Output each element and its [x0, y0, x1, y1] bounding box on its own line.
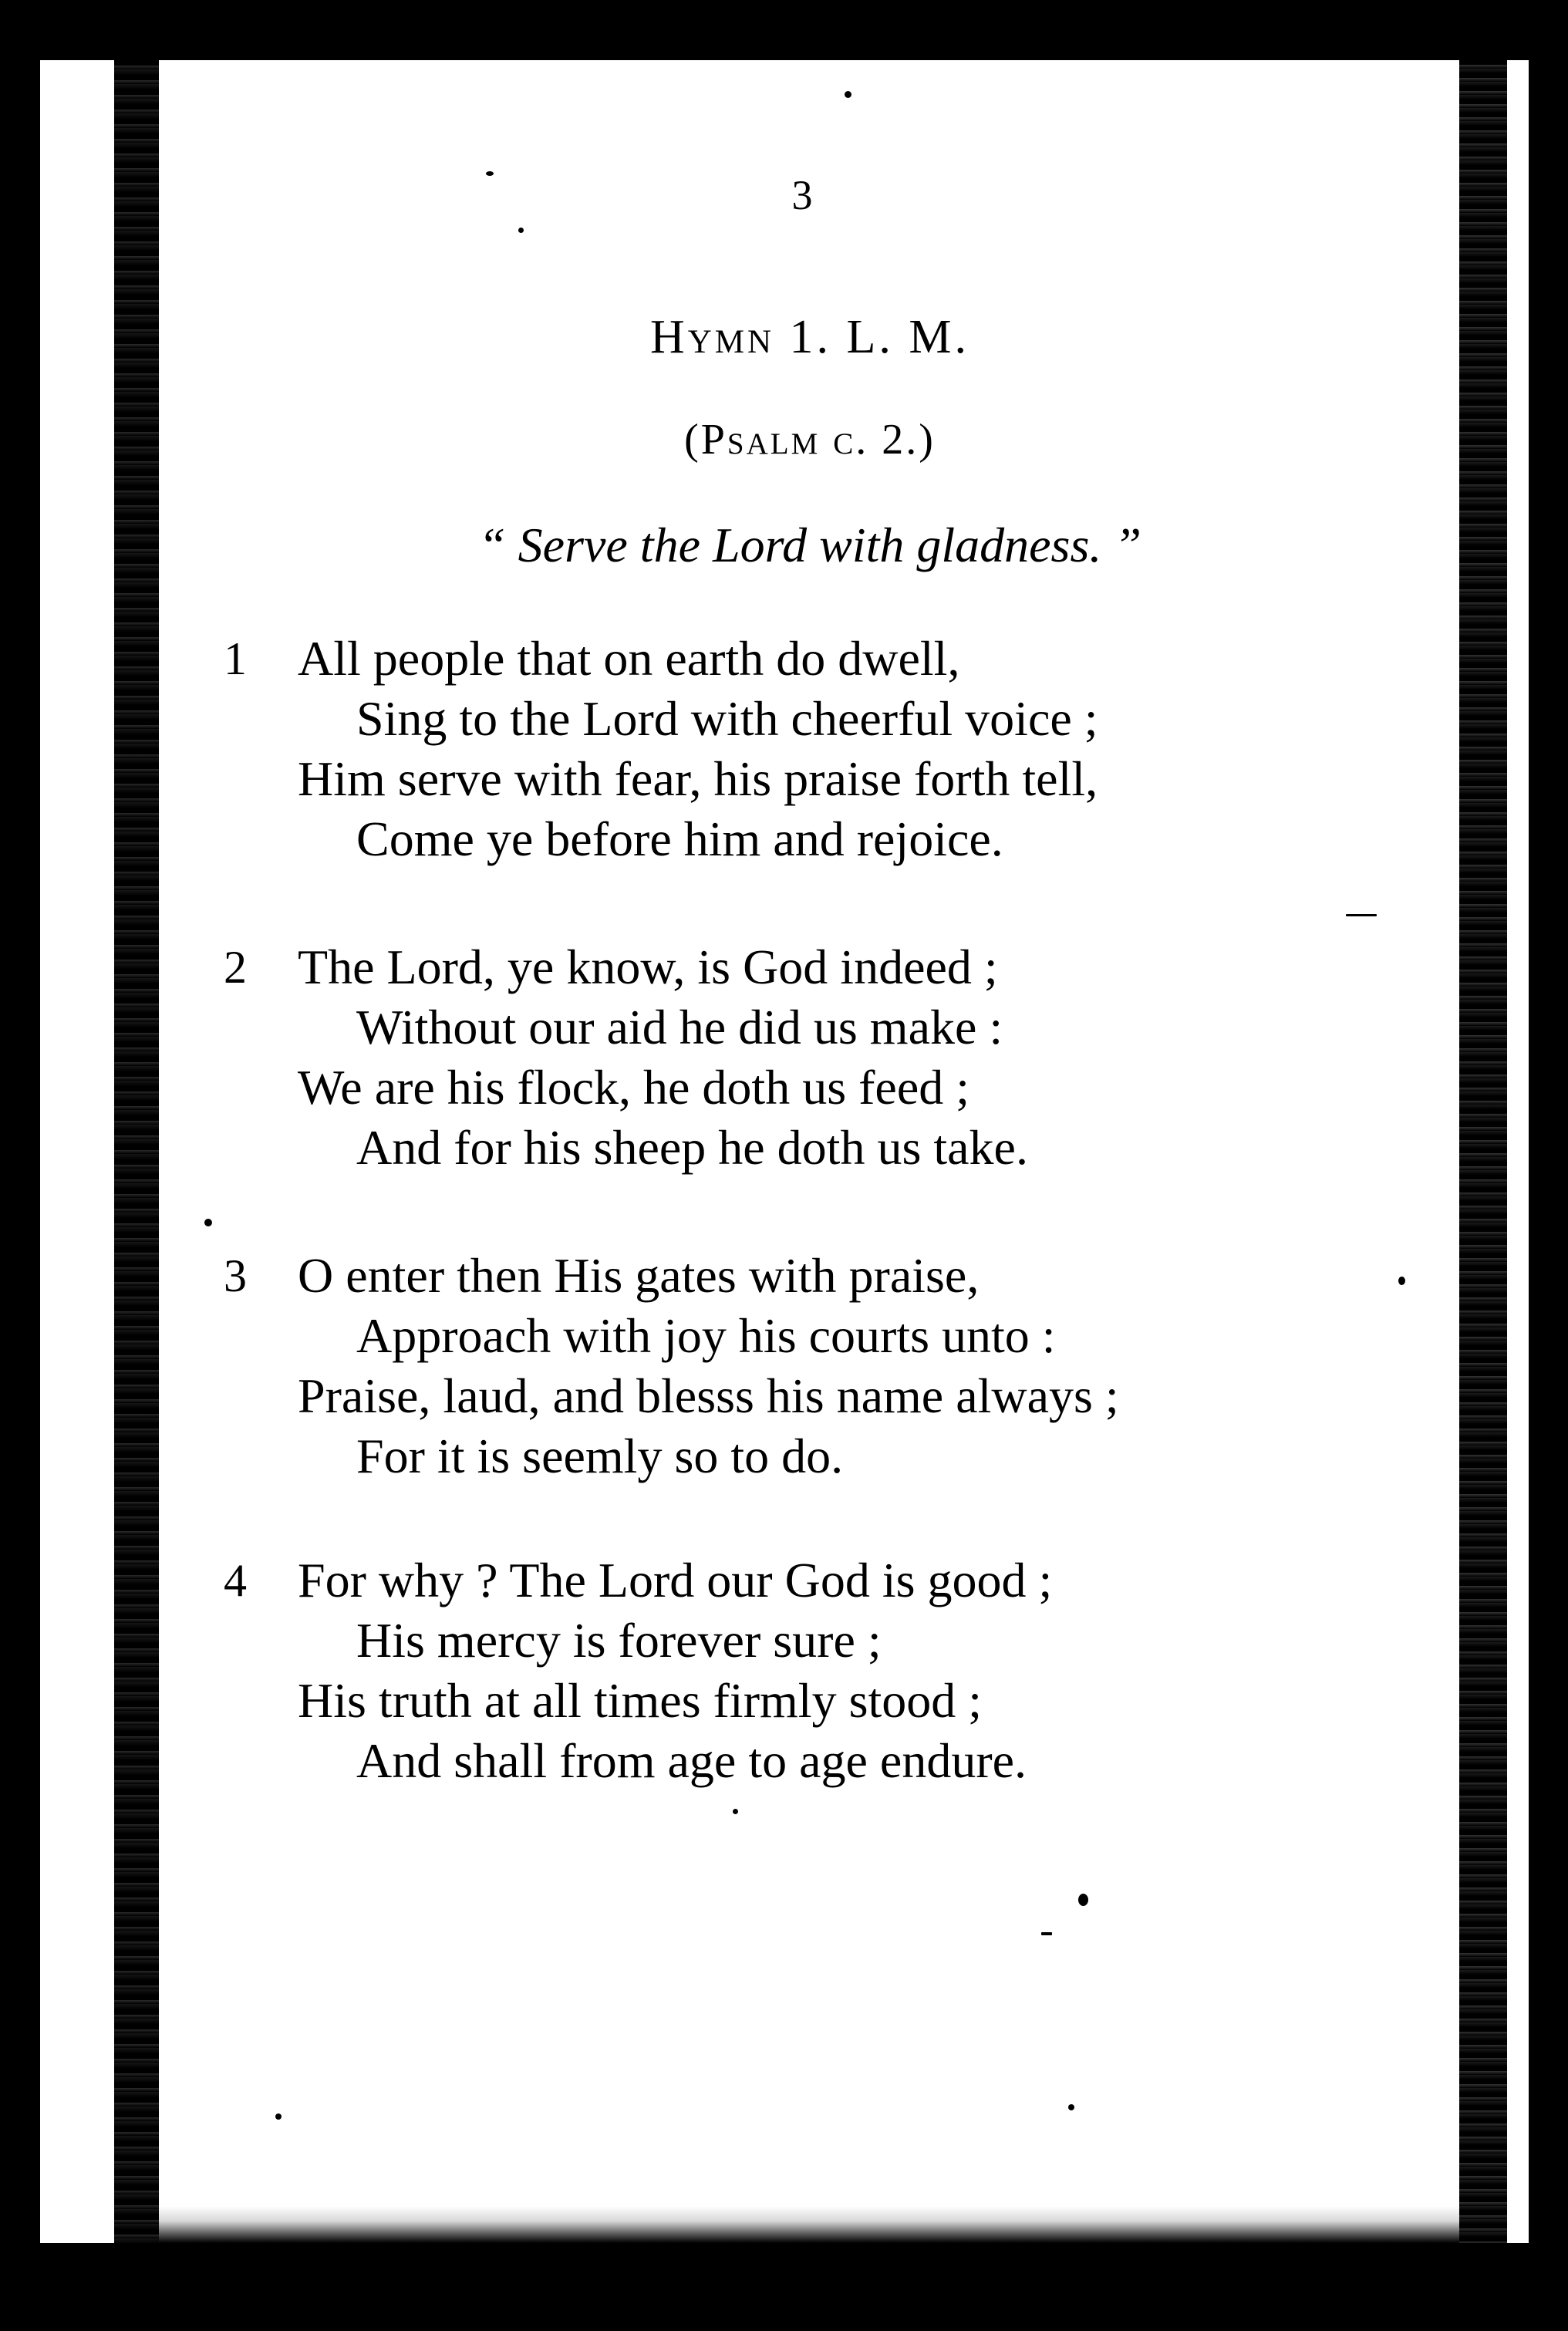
page-edge-shadow-bottom	[159, 2206, 1459, 2243]
scan-speck	[275, 2113, 282, 2120]
verse-number: 2	[224, 942, 247, 993]
scan-speck	[845, 91, 851, 98]
psalm-reference: (Psalm c. 2.)	[684, 416, 936, 464]
binding-shadow-left	[114, 60, 159, 2243]
scan-speck	[1398, 1277, 1405, 1285]
verse-line: All people that on earth do dwell,	[298, 631, 960, 686]
page-margin-left	[40, 60, 114, 2243]
verse-line: Approach with joy his courts unto :	[356, 1308, 1056, 1363]
verse-line: His truth at all times firmly stood ;	[298, 1673, 983, 1728]
scan-speck	[518, 228, 524, 233]
verse-line: And shall from age to age endure.	[356, 1733, 1027, 1788]
verse-line: Sing to the Lord with cheerful voice ;	[356, 691, 1098, 746]
verse-number: 3	[224, 1250, 247, 1301]
verse-line: Without our aid he did us make :	[356, 1000, 1003, 1054]
verse-number: 4	[224, 1555, 247, 1606]
scan-speck	[486, 171, 494, 176]
page-edge-shadow-right	[1459, 60, 1507, 2243]
verse-line: His mercy is forever sure ;	[356, 1613, 882, 1668]
scan-speck	[1041, 1932, 1052, 1935]
verse-line: O enter then His gates with praise,	[298, 1248, 980, 1303]
verse-line: Come ye before him and rejoice.	[356, 811, 1003, 866]
verse-line: Praise, laud, and blesss his name always ;	[298, 1368, 1119, 1423]
scan-speck	[1078, 1894, 1088, 1906]
verse-line: And for his sheep he doth us take.	[356, 1120, 1028, 1175]
verse-line: The Lord, ye know, is God indeed ;	[298, 939, 998, 994]
page-number: 3	[791, 172, 813, 218]
verse-line: Him serve with fear, his praise forth tell,	[298, 751, 1098, 806]
page-margin-right	[1507, 60, 1529, 2243]
scan-speck	[733, 1809, 738, 1814]
scan-speck	[204, 1219, 212, 1226]
verse-line: For why ? The Lord our God is good ;	[298, 1553, 1053, 1607]
verse-number: 1	[224, 633, 247, 684]
verse-line: For it is seemly so to do.	[356, 1429, 844, 1483]
verse-line: We are his flock, he doth us feed ;	[298, 1060, 969, 1115]
scan-speck	[1346, 914, 1377, 916]
hymn-title: Hymn 1. L. M.	[649, 311, 970, 363]
epigraph: “ Serve the Lord with gladness. ”	[478, 518, 1141, 572]
scan-speck	[1068, 2104, 1074, 2110]
